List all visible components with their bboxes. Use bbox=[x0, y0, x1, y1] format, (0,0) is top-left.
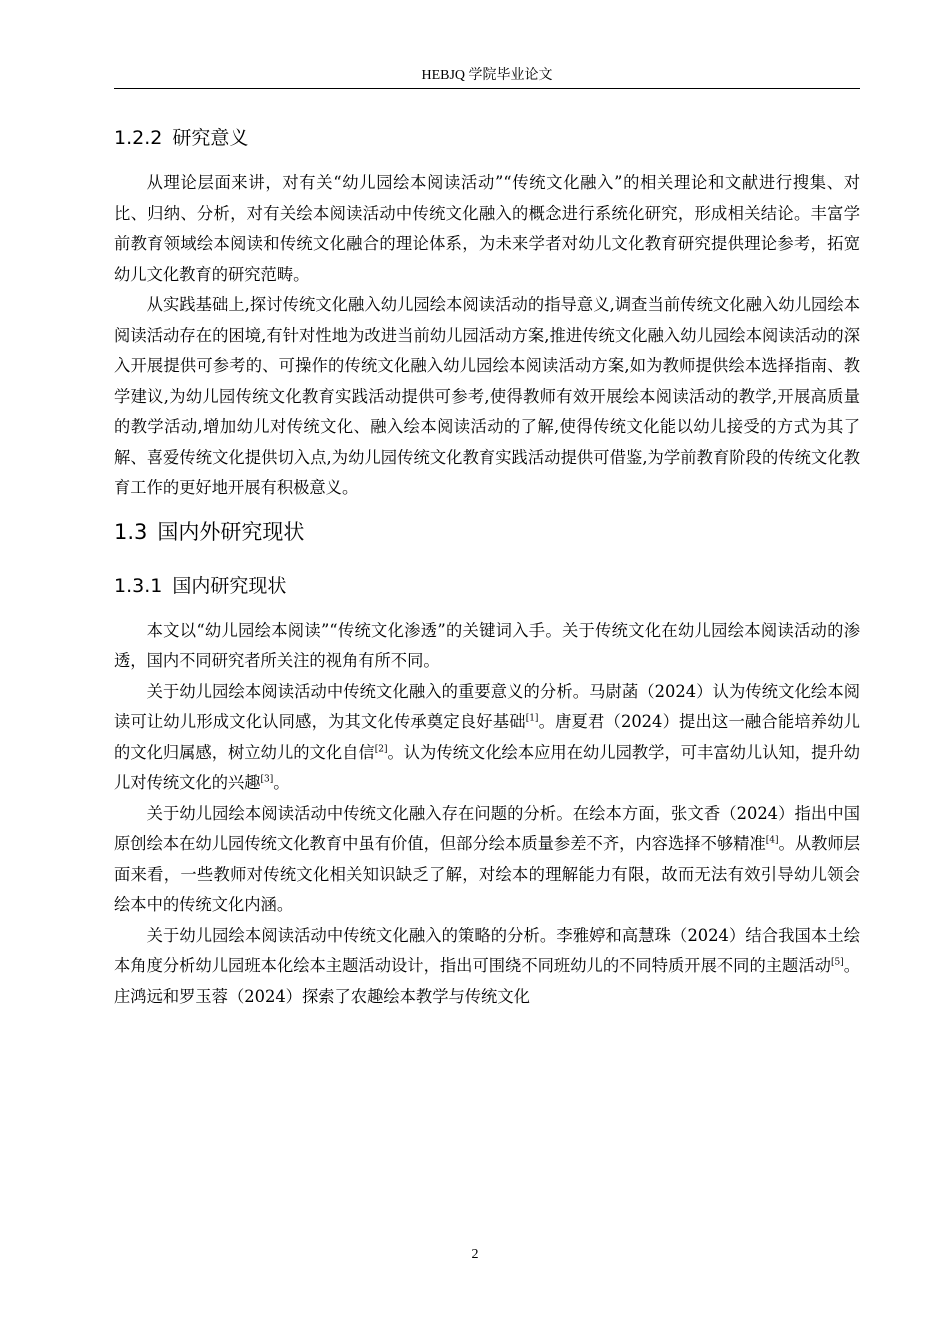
text-run: 。庄鸿远和罗玉蓉（2024）探索了农趣绘本教学与传统文化 bbox=[114, 956, 860, 1006]
section-number: 1.2.2 bbox=[114, 127, 163, 149]
citation-5: [5] bbox=[830, 957, 844, 968]
citation-3: [3] bbox=[260, 774, 274, 785]
section-title: 国内研究现状 bbox=[172, 574, 287, 597]
header-rule bbox=[114, 88, 860, 89]
text-run: 关于幼儿园绘本阅读活动中传统文化融入的重要意义的分析。马尉菡（2024）认为传统文化绘本阅读可让幼儿形成文化认同感，为其文化传承奠定良好基础 bbox=[114, 681, 860, 731]
citation-1: [1] bbox=[525, 713, 539, 724]
running-header: HEBJQ 学院毕业论文 bbox=[421, 68, 553, 83]
paragraph-theory-significance: 从理论层面来讲，对有关“幼儿园绘本阅读活动”“传统文化融入”的相关理论和文献进行搜集、对比、归纳、分析，对有关绘本阅读活动中传统文化融入的概念进行系统化研究，形成相关结论。丰富学前教育领域绘本阅读和传统文化融合的理论体系，为未来学者对幼儿文化教育研究提供理论参考，拓宽幼儿文化教育的研究范畴。 bbox=[114, 173, 860, 284]
section-heading-1-3-1 bbox=[114, 562, 860, 610]
section-number: 1.3 bbox=[114, 519, 148, 544]
text-run: 关于幼儿园绘本阅读活动中传统文化融入的策略的分析。李雅婷和高慧珠（2024）结合我国本土绘本角度分析幼儿园班本化绘本主题活动设计，指出可围绕不同班幼儿的不同特质开展不同的主题活动 bbox=[114, 925, 860, 975]
paragraph-problem-analysis bbox=[114, 799, 860, 921]
section-title: 国内外研究现状 bbox=[157, 519, 305, 544]
page-body bbox=[114, 114, 860, 1012]
paragraph-keywords: 本文以“幼儿园绘本阅读”“传统文化渗透”的关键词入手。关于传统文化在幼儿园绘本阅读活动的渗透，国内不同研究者所关注的视角有所不同。 bbox=[114, 620, 860, 670]
text-run: 。唐夏君（2024）提出这一融合能培养幼儿的文化归属感，树立幼儿的文化自信 bbox=[114, 712, 860, 762]
text-run: 。 bbox=[273, 773, 290, 792]
citation-4: [4] bbox=[765, 835, 779, 846]
section-heading-1-2-2 bbox=[114, 114, 860, 162]
text-run: 关于幼儿园绘本阅读活动中传统文化融入存在问题的分析。在绘本方面，张文香（2024）指出中国原创绘本在幼儿园传统文化教育中虽有价值，但部分绘本质量参差不齐，内容选择不够精准 bbox=[114, 803, 860, 853]
page-number: 2 bbox=[471, 1247, 479, 1262]
section-heading-1-3 bbox=[114, 506, 860, 558]
text-run: 。从教师层面来看，一些教师对传统文化相关知识缺乏了解，对绘本的理解能力有限，故而无法有效引导幼儿领会绘本中的传统文化内涵。 bbox=[114, 834, 860, 914]
section-title: 研究意义 bbox=[172, 127, 249, 149]
paragraph-importance-analysis bbox=[114, 677, 860, 799]
section-number: 1.3.1 bbox=[114, 574, 163, 597]
citation-2: [2] bbox=[374, 744, 388, 755]
paragraph-strategy-analysis bbox=[114, 921, 860, 1013]
text-run: 。认为传统文化绘本应用在幼儿园教学，可丰富幼儿认知，提升幼儿对传统文化的兴趣 bbox=[114, 742, 860, 792]
paragraph-practice-significance: 从实践基础上,探讨传统文化融入幼儿园绘本阅读活动的指导意义,调查当前传统文化融入幼儿园绘本阅读活动存在的困境,有针对性地为改进当前幼儿园活动方案,推进传统文化融入幼儿园绘本阅读活动的深入开展提供可参考的、可操作的传统文化融入幼儿园绘本阅读活动方案,如为教师提供绘本选择指南、教学建议,为幼儿园传统文化教育实践活动提供可参考,使得教师有效开展绘本阅读活动的教学,开展高质量的教学活动,增加幼儿对传统文化、融入绘本阅读活动的了解,使得传统文化能以幼儿接受的方式为其了解、喜爱传统文化提供切入点,为幼儿园传统文化教育实践活动提供可借鉴,为学前教育阶段的传统文化教育工作的更好地开展有积极意义。 bbox=[114, 295, 860, 497]
